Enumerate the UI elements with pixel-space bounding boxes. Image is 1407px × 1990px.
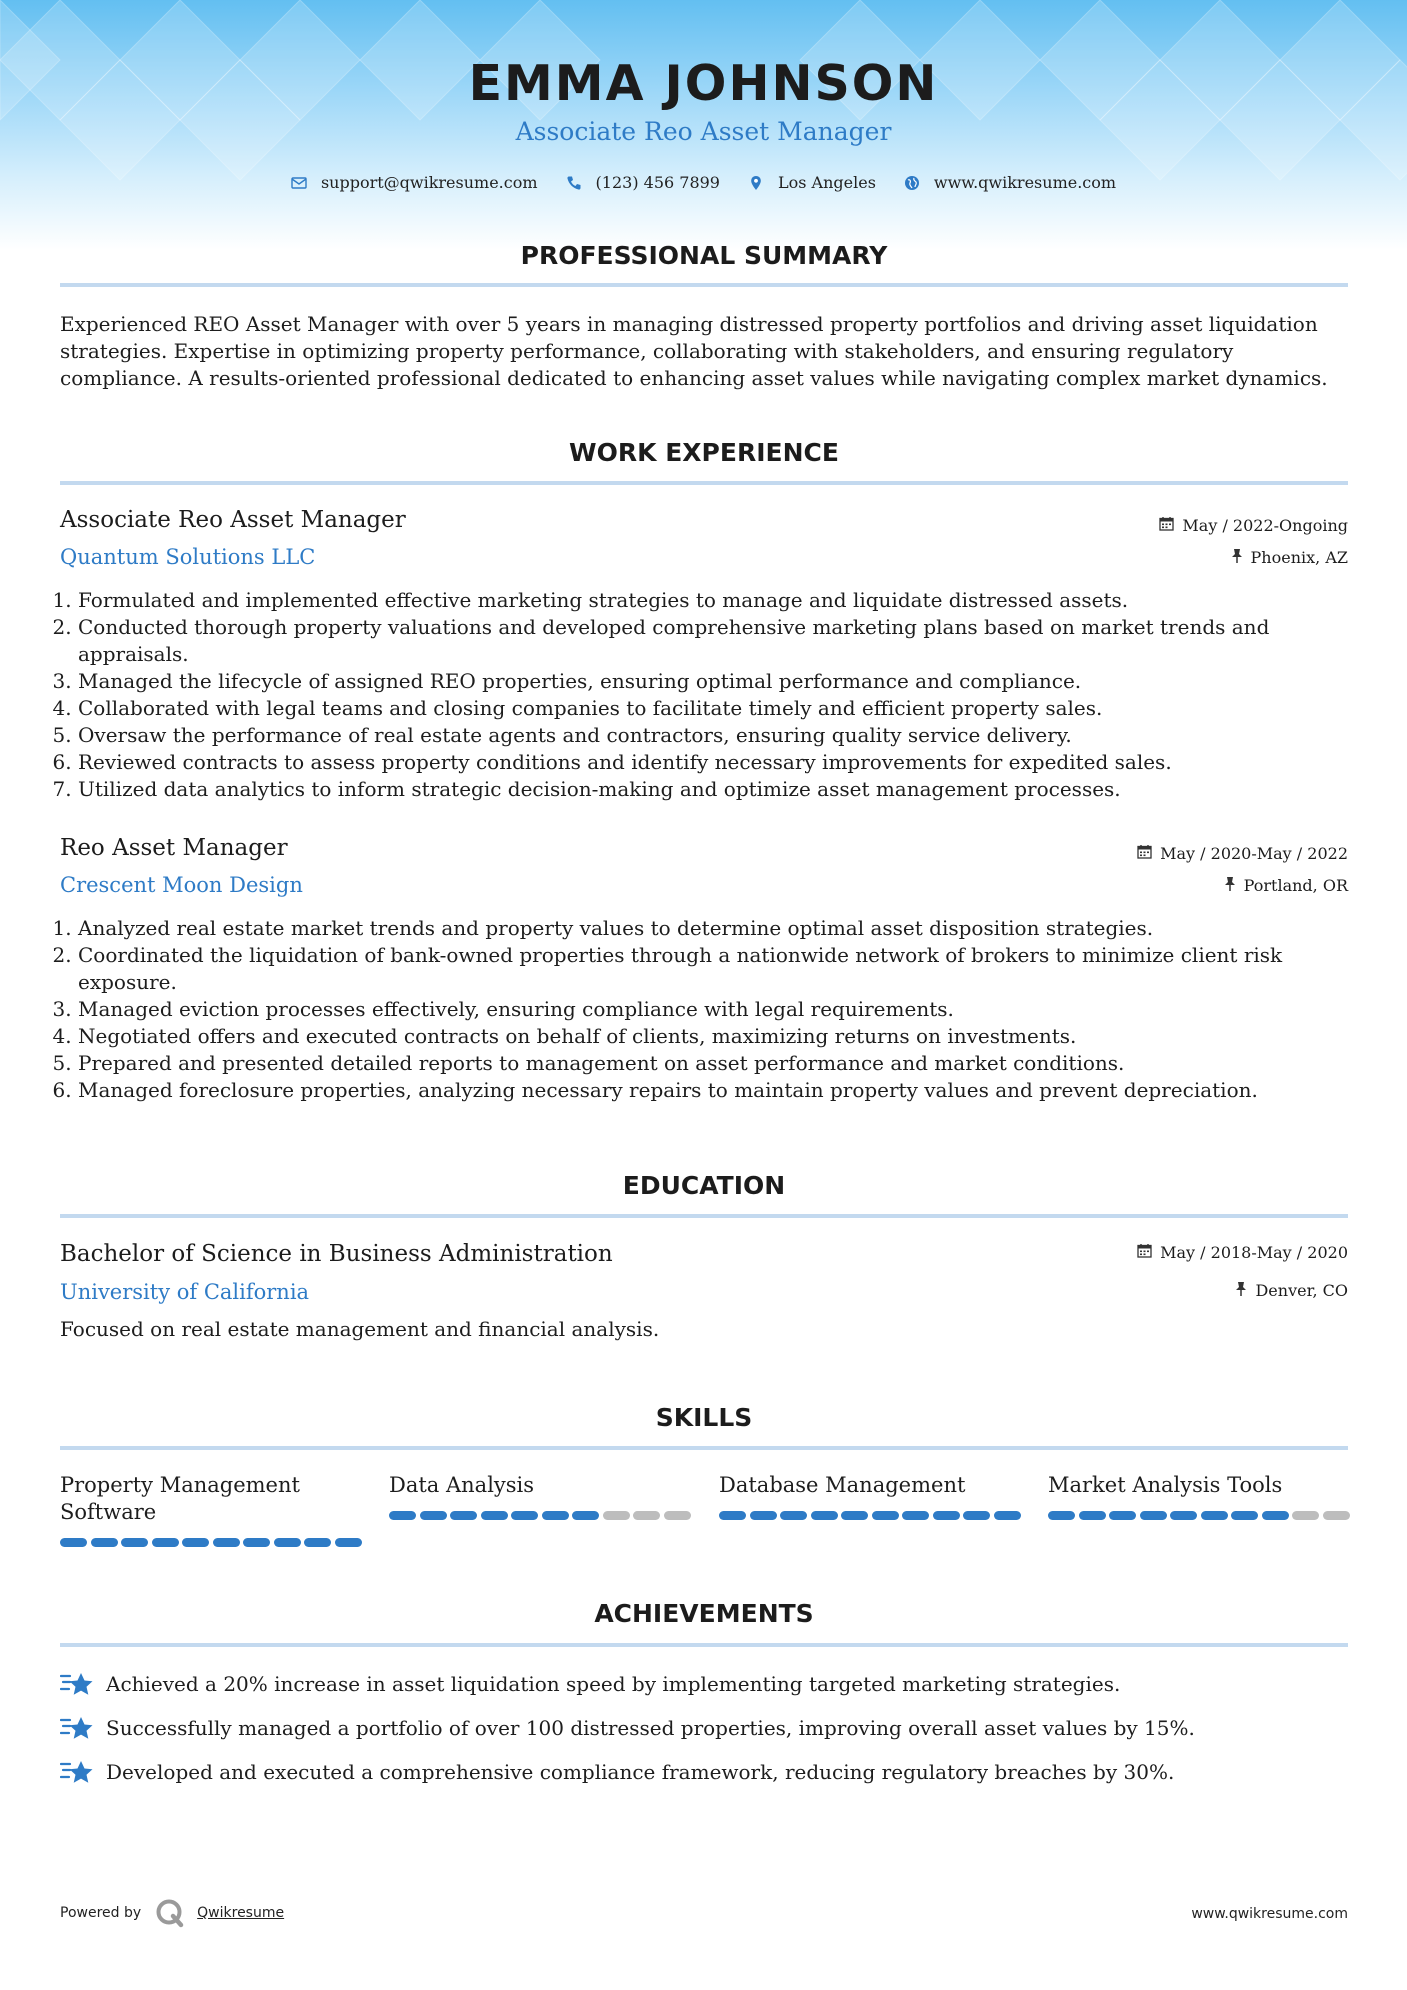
skill-level-segment bbox=[963, 1511, 990, 1520]
job-company: Quantum Solutions LLC bbox=[60, 545, 316, 569]
job-location bbox=[1224, 876, 1348, 895]
skill-level-segment bbox=[872, 1511, 899, 1520]
star-icon bbox=[60, 1758, 94, 1786]
education-location bbox=[1235, 1281, 1348, 1300]
skill-level-segment bbox=[389, 1511, 416, 1520]
skill-level-segment bbox=[1170, 1511, 1197, 1520]
contact-website[interactable] bbox=[904, 173, 1116, 192]
footer-website[interactable]: www.qwikresume.com bbox=[1191, 1906, 1348, 1922]
contact-email[interactable] bbox=[291, 173, 538, 192]
summary-text: Experienced REO Asset Manager with over 5 years in managing distressed property portfolios and driving asset liquidation strategies. Expertise in optimizing property performance, collaborating with stakeholders, and ensuring regulatory compliance. A results-oriented professional dedicated to enhancing asset values while navigating complex market dynamics. bbox=[60, 312, 1328, 390]
candidate-title: Associate Reo Asset Manager bbox=[515, 117, 892, 146]
list-item: 5. Oversaw the performance of real estate agents and contractors, ensuring quality service delivery. bbox=[78, 722, 1358, 749]
skill-name: Property Management Software bbox=[60, 1473, 300, 1524]
candidate-name: EMMA JOHNSON bbox=[468, 55, 939, 112]
summary-heading: PROFESSIONAL SUMMARY bbox=[520, 241, 888, 270]
qwikresume-logo-icon bbox=[155, 1898, 185, 1928]
skill-level-segment bbox=[933, 1511, 960, 1520]
pushpin-icon bbox=[1235, 1281, 1247, 1300]
skill-level-segment bbox=[1201, 1511, 1228, 1520]
qwikresume-link[interactable]: Qwikresume bbox=[197, 1905, 285, 1921]
achievement-item bbox=[60, 1670, 1120, 1698]
star-icon bbox=[60, 1714, 94, 1742]
pushpin-icon bbox=[1231, 548, 1243, 567]
skill-level-segment bbox=[274, 1538, 301, 1547]
skill-level-segment bbox=[121, 1538, 148, 1547]
list-item: 4. Collaborated with legal teams and closing companies to facilitate timely and efficient property sales. bbox=[78, 695, 1358, 722]
skill-level-segment bbox=[481, 1511, 508, 1520]
list-item: 5. Prepared and presented detailed reports to management on asset performance and market conditions. bbox=[78, 1050, 1358, 1077]
skill-level-segment bbox=[1109, 1511, 1136, 1520]
achievement-text: Developed and executed a comprehensive compliance framework, reducing regulatory breaches by 30%. bbox=[106, 1760, 1175, 1784]
skill-name: Market Analysis Tools bbox=[1048, 1473, 1283, 1497]
education-heading: EDUCATION bbox=[622, 1171, 786, 1200]
email-text: support@qwikresume.com bbox=[320, 173, 538, 192]
skill-level-segment bbox=[1323, 1511, 1350, 1520]
skill-level-segment bbox=[1048, 1511, 1075, 1520]
job-location bbox=[1231, 548, 1348, 567]
job-bullets bbox=[58, 915, 1358, 1104]
contact-phone[interactable] bbox=[566, 173, 720, 192]
experience-heading: WORK EXPERIENCE bbox=[569, 438, 839, 467]
achievement-item bbox=[60, 1758, 1174, 1786]
education-location-text: Denver, CO bbox=[1255, 1281, 1348, 1300]
footer-powered-by bbox=[60, 1898, 284, 1928]
list-item: 3. Managed eviction processes effectively, ensuring compliance with legal requirements. bbox=[78, 996, 1358, 1023]
skill-level-segment bbox=[1079, 1511, 1106, 1520]
job-title: Reo Asset Manager bbox=[60, 835, 288, 861]
skill-level-segment bbox=[213, 1538, 240, 1547]
job-dates-text: May / 2020-May / 2022 bbox=[1160, 844, 1348, 863]
skill-level-segment bbox=[902, 1511, 929, 1520]
school-name: University of California bbox=[60, 1280, 310, 1304]
phone-text: (123) 456 7899 bbox=[595, 173, 720, 192]
job-title: Associate Reo Asset Manager bbox=[60, 507, 406, 533]
skill-level-segment bbox=[1262, 1511, 1289, 1520]
website-text: www.qwikresume.com bbox=[933, 173, 1117, 192]
list-item: 3. Managed the lifecycle of assigned REO properties, ensuring optimal performance and compliance. bbox=[78, 668, 1358, 695]
map-pin-icon bbox=[748, 175, 764, 191]
skills-divider bbox=[60, 1446, 1348, 1450]
list-item: 2. Coordinated the liquidation of bank-owned properties through a nationwide network of brokers to minimize client risk exposure. bbox=[78, 942, 1358, 996]
location-text: Los Angeles bbox=[777, 173, 876, 192]
skill-level-segment bbox=[572, 1511, 599, 1520]
job-location-text: Phoenix, AZ bbox=[1250, 548, 1348, 567]
skill-level-segment bbox=[304, 1538, 331, 1547]
skill-name: Data Analysis bbox=[389, 1473, 535, 1497]
skill-level-segment bbox=[780, 1511, 807, 1520]
job-company: Crescent Moon Design bbox=[60, 873, 303, 897]
skill-level-bar bbox=[389, 1511, 691, 1520]
skill-level-segment bbox=[91, 1538, 118, 1547]
job-dates bbox=[1159, 516, 1348, 535]
star-icon bbox=[60, 1670, 94, 1698]
list-item: 6. Reviewed contracts to assess property conditions and identify necessary improvements for expedited sales. bbox=[78, 749, 1358, 776]
skill-level-segment bbox=[152, 1538, 179, 1547]
skill-level-segment bbox=[182, 1538, 209, 1547]
skill-level-segment bbox=[664, 1511, 691, 1520]
skill-level-segment bbox=[60, 1538, 87, 1547]
skill-level-segment bbox=[603, 1511, 630, 1520]
skill-level-segment bbox=[994, 1511, 1021, 1520]
skill-level-bar bbox=[60, 1538, 362, 1547]
globe-icon bbox=[904, 175, 920, 191]
skill-item bbox=[719, 1472, 1019, 1526]
list-item: 6. Managed foreclosure properties, analyzing necessary repairs to maintain property values and prevent depreciation. bbox=[78, 1077, 1358, 1104]
job-bullets bbox=[58, 587, 1358, 803]
skill-level-segment bbox=[1231, 1511, 1258, 1520]
skill-level-segment bbox=[841, 1511, 868, 1520]
list-item: 1. Formulated and implemented effective marketing strategies to manage and liquidate distressed assets. bbox=[78, 587, 1358, 614]
summary-divider bbox=[60, 283, 1348, 287]
calendar-icon bbox=[1137, 1243, 1152, 1262]
achievements-divider bbox=[60, 1643, 1348, 1647]
skill-level-bar bbox=[719, 1511, 1021, 1520]
skill-level-segment bbox=[450, 1511, 477, 1520]
calendar-icon bbox=[1159, 516, 1174, 535]
skills-heading: SKILLS bbox=[655, 1403, 753, 1432]
skill-level-segment bbox=[243, 1538, 270, 1547]
skill-level-segment bbox=[633, 1511, 660, 1520]
skill-level-segment bbox=[719, 1511, 746, 1520]
achievement-text: Achieved a 20% increase in asset liquidation speed by implementing targeted marketing strategies. bbox=[106, 1672, 1121, 1696]
envelope-icon bbox=[291, 175, 307, 191]
phone-icon bbox=[566, 175, 582, 191]
job-location-text: Portland, OR bbox=[1243, 876, 1348, 895]
powered-by-label: Powered by bbox=[60, 1905, 142, 1921]
skill-level-segment bbox=[811, 1511, 838, 1520]
skill-level-segment bbox=[511, 1511, 538, 1520]
calendar-icon bbox=[1137, 844, 1152, 863]
job-dates bbox=[1137, 844, 1348, 863]
list-item: 7. Utilized data analytics to inform strategic decision-making and optimize asset management processes. bbox=[78, 776, 1358, 803]
degree-title: Bachelor of Science in Business Administration bbox=[60, 1241, 613, 1267]
skill-level-bar bbox=[1048, 1511, 1350, 1520]
skill-level-segment bbox=[1292, 1511, 1319, 1520]
education-dates-text: May / 2018-May / 2020 bbox=[1160, 1243, 1348, 1262]
skill-level-segment bbox=[750, 1511, 777, 1520]
experience-divider bbox=[60, 481, 1348, 485]
skill-item bbox=[60, 1472, 360, 1526]
list-item: 4. Negotiated offers and executed contracts on behalf of clients, maximizing returns on investments. bbox=[78, 1023, 1358, 1050]
list-item: 2. Conducted thorough property valuations and developed comprehensive marketing plans based on market trends and appraisals. bbox=[78, 614, 1358, 668]
achievements-heading: ACHIEVEMENTS bbox=[594, 1599, 814, 1628]
achievement-item bbox=[60, 1714, 1195, 1742]
skill-name: Database Management bbox=[719, 1473, 966, 1497]
job-dates-text: May / 2022-Ongoing bbox=[1182, 516, 1348, 535]
education-divider bbox=[60, 1214, 1348, 1218]
list-item: 1. Analyzed real estate market trends and property values to determine optimal asset disposition strategies. bbox=[78, 915, 1358, 942]
skill-level-segment bbox=[420, 1511, 447, 1520]
pushpin-icon bbox=[1224, 876, 1236, 895]
contact-location bbox=[748, 173, 876, 192]
skill-item bbox=[389, 1472, 689, 1526]
achievement-text: Successfully managed a portfolio of over 100 distressed properties, improving overall asset values by 15%. bbox=[106, 1716, 1195, 1740]
education-note: Focused on real estate management and financial analysis. bbox=[60, 1317, 660, 1341]
skill-level-segment bbox=[335, 1538, 362, 1547]
skill-level-segment bbox=[1140, 1511, 1167, 1520]
skill-level-segment bbox=[542, 1511, 569, 1520]
contact-bar bbox=[0, 173, 1407, 192]
education-dates bbox=[1137, 1243, 1348, 1262]
skill-item bbox=[1048, 1472, 1348, 1526]
